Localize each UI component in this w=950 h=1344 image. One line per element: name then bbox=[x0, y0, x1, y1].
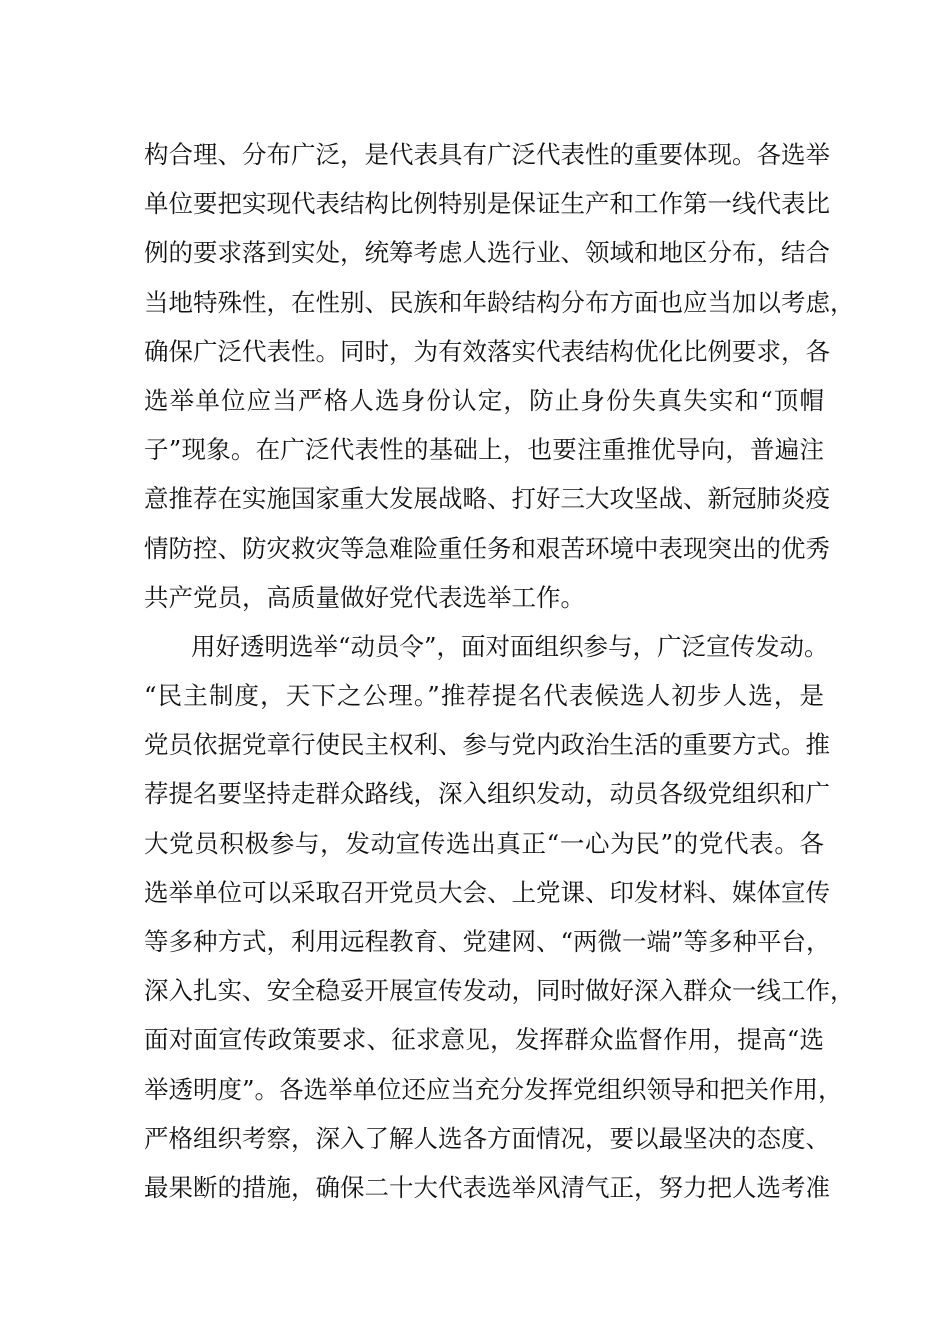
text-line: 严格组织考察，深入了解人选各方面情况，要以最坚决的态度、 bbox=[144, 1123, 830, 1153]
text-line: “民主制度，天下之公理。”推荐提名代表候选人初步人选，是 bbox=[144, 681, 824, 711]
text-line: 最果断的措施，确保二十大代表选举风清气正，努力把人选考准 bbox=[144, 1172, 830, 1202]
text-line: 意推荐在实施国家重大发展战略、打好三大攻坚战、新冠肺炎疫 bbox=[144, 484, 830, 514]
text-line: 当地特殊性，在性别、民族和年龄结构分布方面也应当加以考虑， bbox=[144, 287, 855, 317]
text-line: 确保广泛代表性。同时，为有效落实代表结构优化比例要求，各 bbox=[144, 336, 830, 366]
text-line: 深入扎实、安全稳妥开展宣传发动，同时做好深入群众一线工作， bbox=[144, 976, 855, 1006]
text-line: 大党员积极参与，发动宣传选出真正“一心为民”的党代表。各 bbox=[144, 828, 824, 858]
text-line: 举透明度”。各选举单位还应当充分发挥党组织领导和把关作用， bbox=[144, 1074, 843, 1104]
body-text bbox=[144, 130, 855, 1212]
text-line: 单位要把实现代表结构比例特别是保证生产和工作第一线代表比 bbox=[144, 189, 830, 219]
text-line: 例的要求落到实处，统筹考虑人选行业、领域和地区分布，结合 bbox=[144, 238, 830, 268]
text-line: 情防控、防灾救灾等急难险重任务和艰苦环境中表现突出的优秀 bbox=[144, 533, 830, 563]
paragraph-end-line: 共产党员，高质量做好党代表选举工作。 bbox=[144, 582, 585, 612]
text-line: 构合理、分布广泛，是代表具有广泛代表性的重要体现。各选举 bbox=[144, 140, 830, 169]
text-line: 面对面宣传政策要求、征求意见，发挥群众监督作用，提高“选 bbox=[144, 1025, 824, 1055]
text-line: 子”现象。在广泛代表性的基础上，也要注重推优导向，普遍注 bbox=[144, 435, 824, 465]
text-line: 党员依据党章行使民主权利、参与党内政治生活的重要方式。推 bbox=[144, 730, 830, 760]
text-line: 选举单位可以采取召开党员大会、上党课、印发材料、媒体宣传 bbox=[144, 877, 830, 907]
text-line: 荐提名要坚持走群众路线，深入组织发动，动员各级党组织和广 bbox=[144, 779, 830, 809]
text-line: 等多种方式，利用远程教育、党建网、“两微一端”等多种平台， bbox=[144, 927, 831, 956]
paragraph-start-line: 用好透明选举“动员令”，面对面组织参与，广泛宣传发动。 bbox=[191, 631, 829, 661]
text-line: 选举单位应当严格人选身份认定，防止身份失真失实和“顶帽 bbox=[144, 385, 824, 415]
